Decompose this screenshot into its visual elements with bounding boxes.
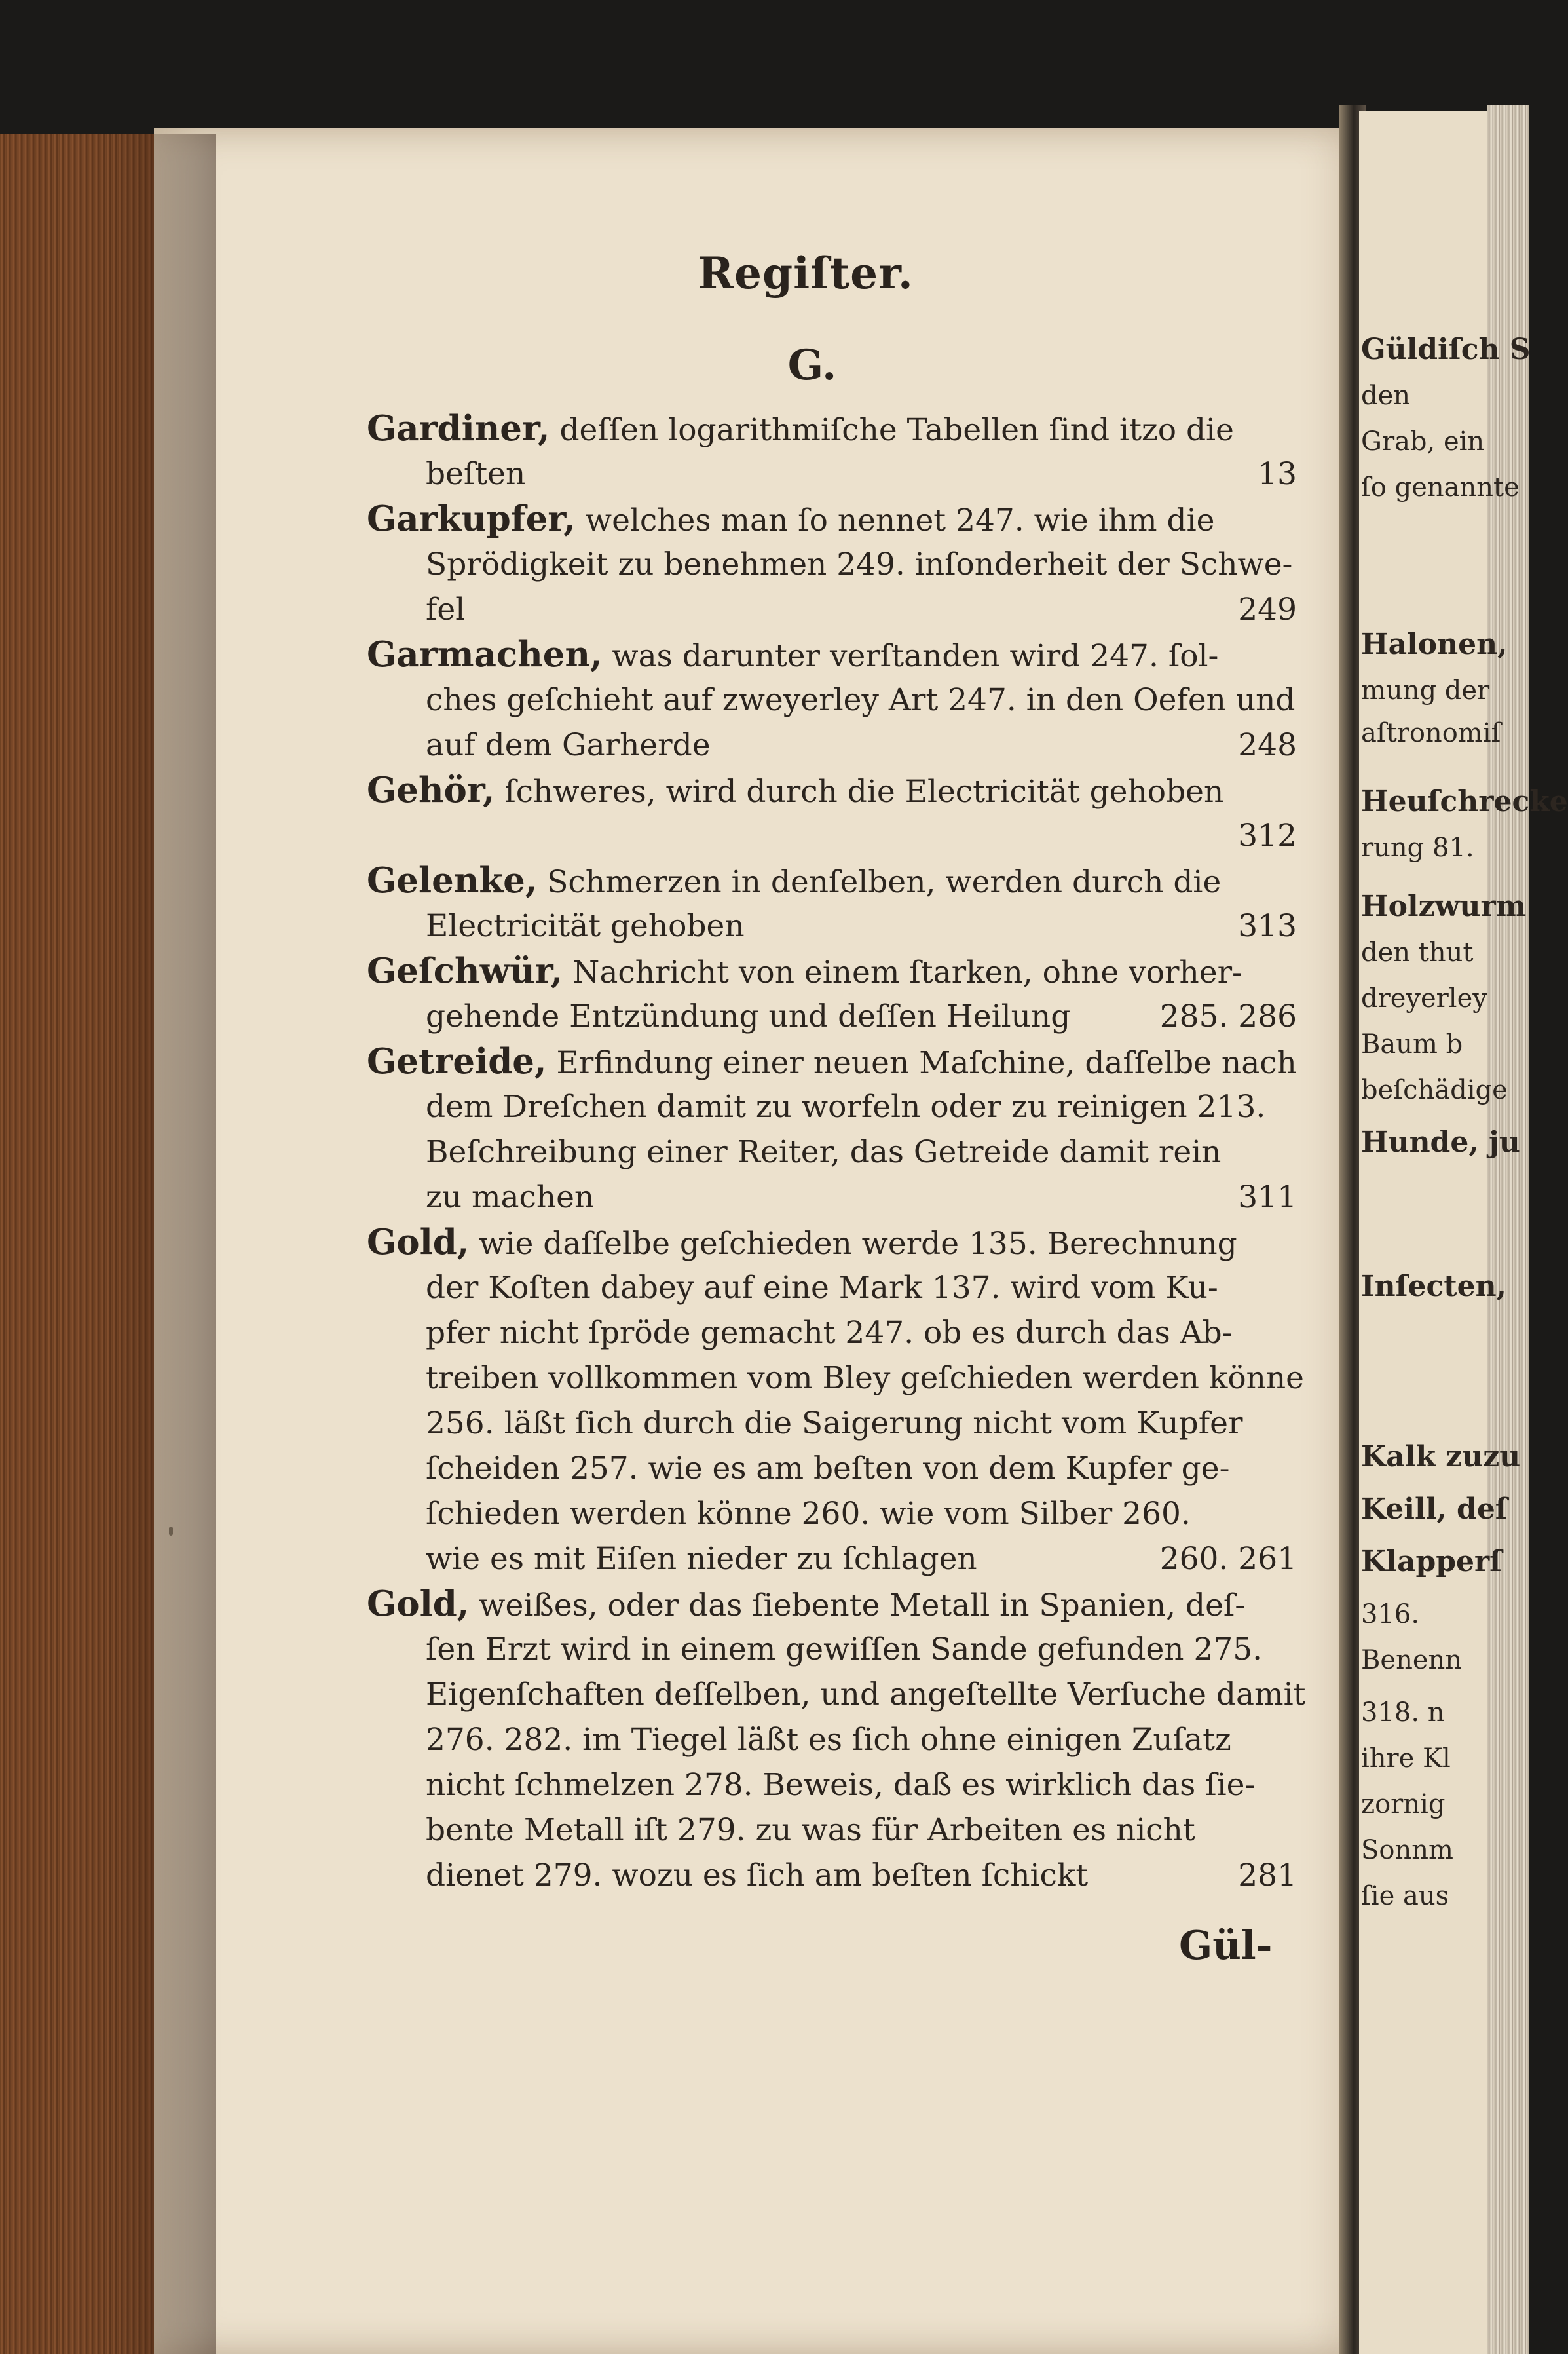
next-page-fragment: 318. n xyxy=(1361,1698,1445,1728)
register-entry xyxy=(367,497,1297,632)
entry-text: Beſchreibung einer Reiter, das Getreide damit rein xyxy=(426,1134,1222,1170)
next-page-fragment: ſie aus xyxy=(1361,1881,1449,1911)
entry-text: ches geſchieht auf zweyerley Art 247. in den Oefen und xyxy=(426,682,1296,718)
next-page-fragment: Inſecten, xyxy=(1361,1270,1506,1303)
entry-text: zu machen xyxy=(426,1179,595,1215)
page-reference: 313 xyxy=(1238,908,1297,944)
running-header: Regiſter. xyxy=(698,248,914,299)
page-reference: 249 xyxy=(1238,592,1297,628)
entry-line xyxy=(367,587,1297,632)
next-page-fragment: Hunde, ju xyxy=(1361,1126,1520,1159)
next-page-fragment: 316. xyxy=(1361,1599,1420,1629)
next-page-fragment: dreyerley xyxy=(1361,983,1487,1014)
next-page-fragment: Heuſchrecke xyxy=(1361,785,1568,818)
entry-line xyxy=(367,1175,1297,1220)
catchword: Gül- xyxy=(1179,1923,1273,1969)
register-entry xyxy=(367,406,1297,497)
paper-speck xyxy=(169,1527,173,1536)
entry-keyword: Geſchwür, xyxy=(367,951,563,991)
entry-line xyxy=(367,1356,1304,1401)
entry-text: gehende Entzündung und deſſen Heilung xyxy=(426,998,1071,1035)
register-entry xyxy=(367,632,1297,768)
next-page-fragment: Klapperſ xyxy=(1361,1545,1503,1578)
entry-line xyxy=(367,994,1297,1039)
entry-line xyxy=(367,1265,1297,1310)
entry-line xyxy=(367,949,1297,994)
entry-text: 256. läßt ſich durch die Saigerung nicht vom Kupfer xyxy=(426,1405,1243,1441)
entry-line xyxy=(367,768,1297,813)
entry-text: ſen Erzt wird in einem gewiſſen Sande gefunden 275. xyxy=(426,1631,1263,1667)
next-page-fragment: Keill, deſ xyxy=(1361,1492,1508,1526)
entry-line xyxy=(367,497,1297,542)
entry-keyword: Gold, xyxy=(367,1222,470,1262)
next-page-fragment: mung der xyxy=(1361,675,1490,706)
page-reference: 311 xyxy=(1238,1179,1297,1215)
entry-text: treiben vollkommen vom Bley geſchieden werden könne xyxy=(426,1360,1304,1396)
right-page-edges xyxy=(1487,105,1529,2354)
next-page-fragment: zornig xyxy=(1361,1789,1446,1819)
next-page-fragment: den thut xyxy=(1361,938,1474,968)
entry-text: bente Metall iſt 279. zu was für Arbeiten es nicht xyxy=(426,1812,1195,1848)
entry-line xyxy=(367,903,1297,949)
page-reference: 248 xyxy=(1238,727,1297,763)
entry-text: ſchweres, wird durch die Electricität gehoben xyxy=(504,774,1224,810)
entry-text: was darunter verſtanden wird 247. ſol- xyxy=(612,638,1219,674)
entry-line xyxy=(367,1853,1297,1898)
entry-text: weißes, oder das ſiebente Metall in Spanien, deſ- xyxy=(479,1587,1246,1623)
register-entries xyxy=(367,406,1306,1898)
entry-keyword: Gardiner, xyxy=(367,408,550,449)
entry-text: auf dem Garherde xyxy=(426,727,711,763)
next-page-fragment: Güldiſch S xyxy=(1361,333,1531,366)
next-page-fragment: aſtronomiſ xyxy=(1361,718,1501,748)
next-page-fragment: Halonen, xyxy=(1361,628,1508,661)
entry-line xyxy=(367,1536,1297,1582)
entry-text: fel xyxy=(426,592,466,628)
entry-text: 276. 282. im Tiegel läßt es ſich ohne einigen Zuſatz xyxy=(426,1722,1231,1758)
entry-line xyxy=(367,1039,1297,1084)
entry-text: der Koſten dabey auf eine Mark 137. wird vom Ku- xyxy=(426,1270,1218,1306)
entry-line xyxy=(367,1446,1297,1491)
entry-text: wie es mit Eiſen nieder zu ſchlagen xyxy=(426,1541,977,1577)
entry-line xyxy=(367,1130,1297,1175)
entry-line xyxy=(367,858,1297,903)
entry-line xyxy=(367,1084,1297,1130)
register-entry xyxy=(367,1039,1297,1220)
entry-text: deſſen logarithmiſche Tabellen ſind itzo die xyxy=(559,412,1234,448)
page-reference: 13 xyxy=(1258,456,1297,492)
entry-keyword: Garkupfer, xyxy=(367,499,576,539)
register-entry xyxy=(367,1582,1306,1898)
entry-keyword: Gold, xyxy=(367,1584,470,1624)
entry-line xyxy=(367,1220,1297,1265)
entry-text: welches man ſo nennet 247. wie ihm die xyxy=(585,503,1215,539)
entry-text: ſchieden werden könne 260. wie vom Silber 260. xyxy=(426,1496,1191,1532)
entry-text: Erfindung einer neuen Maſchine, daſſelbe nach xyxy=(556,1045,1297,1081)
next-page-fragment: ihre Kl xyxy=(1361,1743,1451,1774)
page-reference: 285. 286 xyxy=(1159,998,1297,1035)
entry-line xyxy=(367,1762,1297,1808)
next-page-fragment: den xyxy=(1361,381,1411,411)
register-entry xyxy=(367,858,1297,949)
entry-line xyxy=(367,1717,1297,1762)
entry-line xyxy=(367,1582,1297,1627)
next-page-fragment: rung 81. xyxy=(1361,833,1474,863)
next-page-fragment: Kalk zuzu xyxy=(1361,1440,1521,1473)
page-reference: 260. 261 xyxy=(1159,1541,1297,1577)
entry-line xyxy=(367,813,1297,858)
entry-line xyxy=(367,632,1297,677)
entry-text: Schmerzen in denſelben, werden durch die xyxy=(547,864,1222,900)
entry-line xyxy=(367,677,1297,723)
entry-text: Electricität gehoben xyxy=(426,908,745,944)
next-page-fragment: Benenn xyxy=(1361,1645,1463,1675)
next-page-fragment: Holzwurm xyxy=(1361,890,1527,923)
entry-text: nicht ſchmelzen 278. Beweis, daß es wirklich das ſie- xyxy=(426,1767,1256,1803)
section-letter: G. xyxy=(787,341,837,390)
entry-keyword: Getreide, xyxy=(367,1041,547,1082)
next-page-fragment: ſo genannte xyxy=(1361,472,1520,503)
entry-line xyxy=(367,1672,1306,1717)
entry-line xyxy=(367,723,1297,768)
entry-keyword: Gehör, xyxy=(367,770,495,810)
entry-line xyxy=(367,406,1297,451)
page-reference: 281 xyxy=(1238,1857,1297,1893)
entry-keyword: Gelenke, xyxy=(367,860,538,901)
entry-text: beſten xyxy=(426,456,526,492)
register-entry xyxy=(367,949,1297,1039)
next-page-fragment: Sonnm xyxy=(1361,1835,1453,1865)
entry-line xyxy=(367,1627,1297,1672)
entry-keyword: Garmachen, xyxy=(367,634,603,675)
register-entry xyxy=(367,768,1297,858)
entry-text: pfer nicht ſpröde gemacht 247. ob es durch das Ab- xyxy=(426,1315,1233,1351)
entry-line xyxy=(367,1491,1297,1536)
register-entry xyxy=(367,1220,1304,1582)
entry-text: Eigenſchaften deſſelben, und angeſtellte Verſuche damit xyxy=(426,1677,1306,1713)
entry-text: dem Dreſchen damit zu worfeln oder zu reinigen 213. xyxy=(426,1089,1266,1125)
entry-line xyxy=(367,451,1297,497)
entry-line xyxy=(367,1310,1297,1356)
entry-text: dienet 279. wozu es ſich am beſten ſchickt xyxy=(426,1857,1089,1893)
binding-shadow xyxy=(98,134,216,2354)
page-reference: 312 xyxy=(1238,818,1297,854)
entry-text: wie daſſelbe geſchieden werde 135. Berechnung xyxy=(479,1226,1237,1262)
entry-line xyxy=(367,542,1297,587)
next-page-fragment: Grab, ein xyxy=(1361,427,1485,457)
next-page-fragment: beſchädige xyxy=(1361,1075,1508,1105)
entry-text: Sprödigkeit zu benehmen 249. inſonderheit der Schwe- xyxy=(426,546,1293,582)
entry-text: Nachricht von einem ſtarken, ohne vorher- xyxy=(572,955,1242,991)
next-page-fragment: Baum b xyxy=(1361,1029,1463,1059)
entry-line xyxy=(367,1808,1297,1853)
entry-line xyxy=(367,1401,1297,1446)
entry-text: ſcheiden 257. wie es am beſten von dem Kupfer ge- xyxy=(426,1451,1230,1487)
